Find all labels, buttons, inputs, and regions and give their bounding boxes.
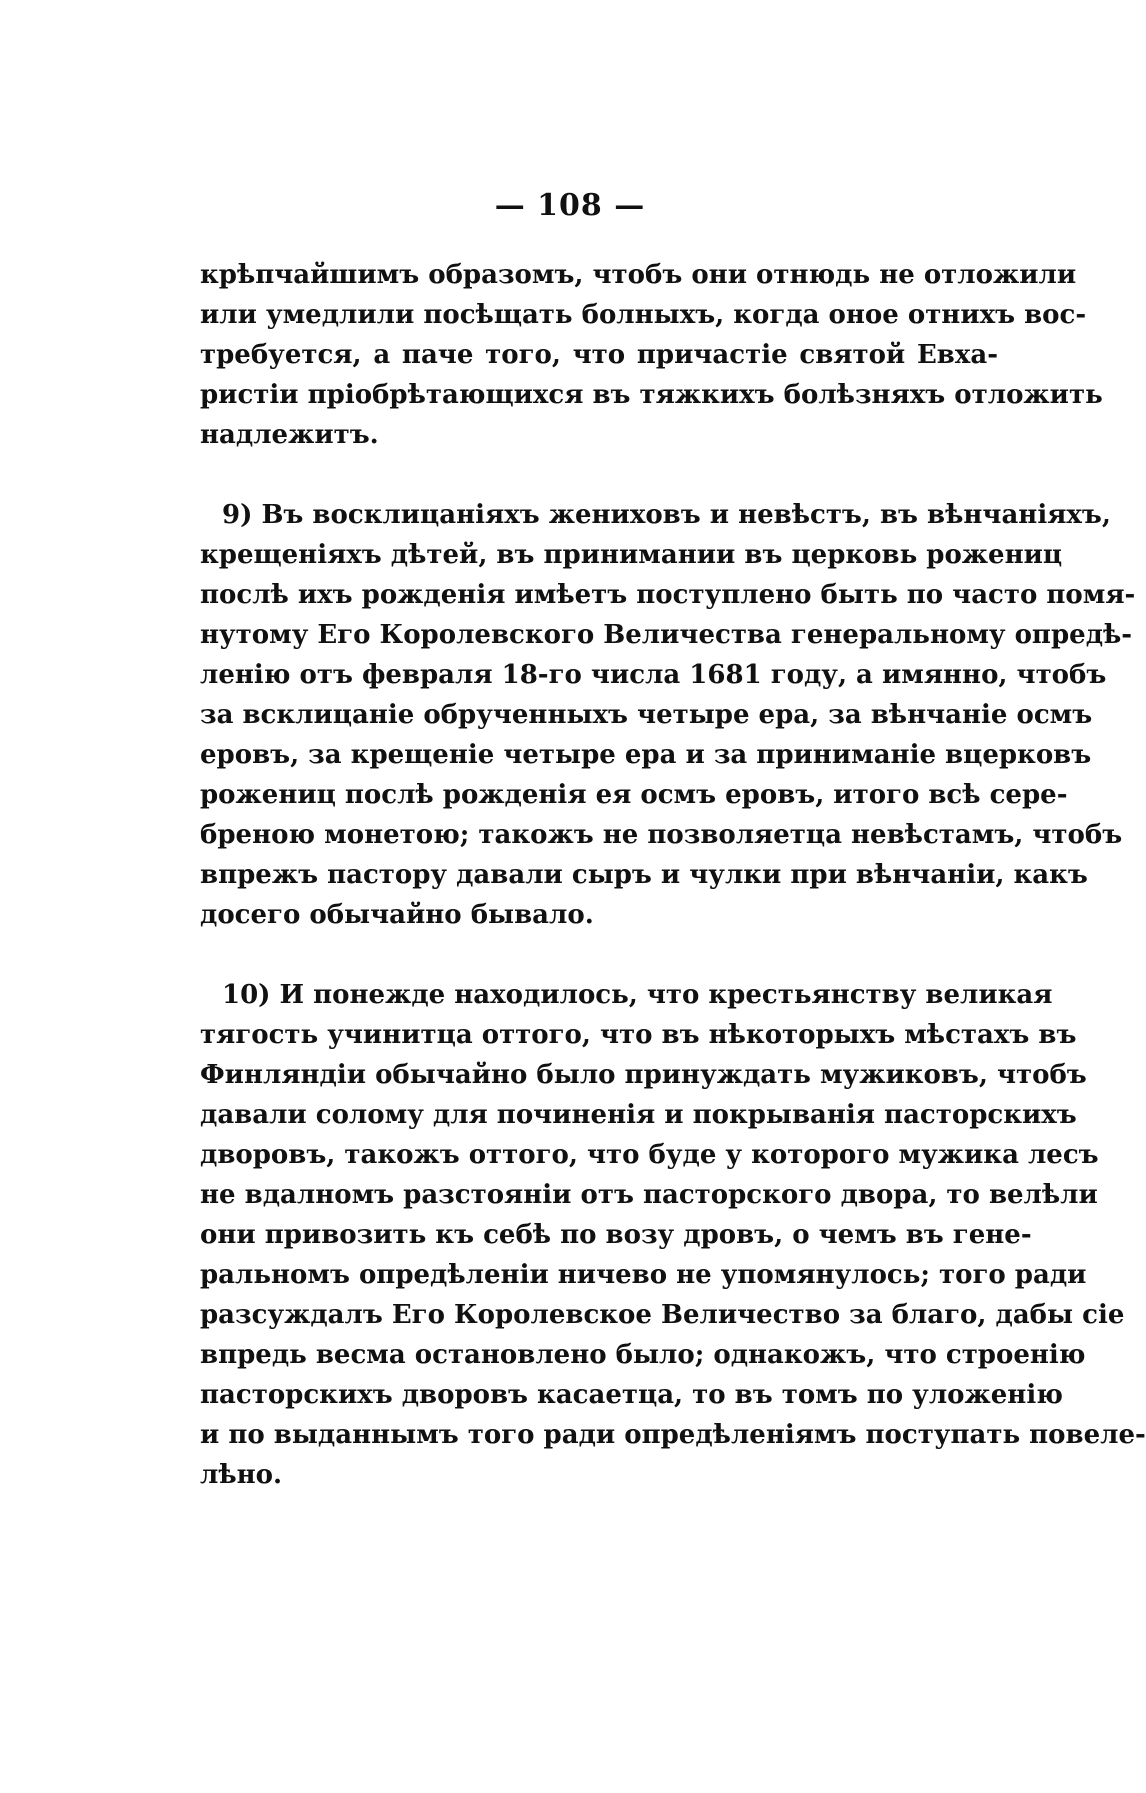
body-text — [200, 255, 1146, 1495]
text-line: 9) Въ восклицаніяхъ жениховъ и невѣстъ, въ вѣнчаніяхъ, — [222, 500, 1111, 530]
text-line: 10) И понежде находилось, что крестьянству великая — [222, 980, 1053, 1010]
text-line: требуется, а паче того, что причастіе святой Евха- — [200, 340, 998, 370]
text-line: ральномъ опредѣленіи ничево не упомянулось; того ради — [200, 1260, 1087, 1290]
text-line: или умедлили посѣщать болныхъ, когда оное отнихъ вос- — [200, 300, 1087, 330]
text-line: надлежитъ. — [200, 420, 379, 450]
text-line: дворовъ, такожъ оттого, что буде у которого мужика лесъ — [200, 1140, 1099, 1170]
text-line: еровъ, за крещеніе четыре ера и за приниманіе вцерковъ — [200, 740, 1092, 770]
text-line: послѣ ихъ рожденія имѣетъ поступлено быть по часто помя- — [200, 580, 1136, 610]
text-line: ленію отъ февраля 18-го числа 1681 году, а имянно, чтобъ — [200, 660, 1107, 690]
text-line: крещеніяхъ дѣтей, въ принимании въ церковь рожениц — [200, 540, 1063, 570]
paragraph-gap — [200, 935, 998, 975]
text-line: не вдалномъ разстояніи отъ пасторского двора, то велѣли — [200, 1180, 1098, 1210]
text-line: давали солому для починенія и покрыванія пасторскихъ — [200, 1100, 1077, 1130]
text-line: впредь весма остановлено было; однакожъ, что строенію — [200, 1340, 1086, 1370]
text-line: пасторскихъ дворовъ касаетца, то въ томъ по уложенію — [200, 1380, 1063, 1410]
text-line: они привозить къ себѣ по возу дровъ, о чемъ въ гене- — [200, 1220, 1032, 1250]
text-line: впрежъ пастору давали сыръ и чулки при вѣнчаніи, какъ — [200, 860, 1088, 890]
text-line: лѣно. — [200, 1460, 283, 1490]
paragraph-10 — [200, 975, 1146, 1495]
text-line: за всклицаніе обрученныхъ четыре ера, за вѣнчаніе осмъ — [200, 700, 1093, 730]
text-line: нутому Его Королевского Величества генеральному опредѣ- — [200, 620, 1133, 650]
paragraph-9 — [200, 495, 1136, 935]
paragraph-1 — [200, 255, 1103, 455]
text-line: крѣпчайшимъ образомъ, чтобъ они отнюдь не отложили — [200, 260, 1077, 290]
text-line: и по выданнымъ того ради опредѣленіямъ поступать повеле- — [200, 1420, 1146, 1450]
text-line: бреною монетою; такожъ не позволяетца невѣстамъ, чтобъ — [200, 820, 1123, 850]
text-line: досего обычайно бывало. — [200, 900, 594, 930]
text-line: разсуждалъ Его Королевское Величество за благо, дабы сіе — [200, 1300, 1125, 1330]
text-line: Финляндіи обычайно было принуждать мужиковъ, чтобъ — [200, 1060, 1087, 1090]
page-number: — 108 — — [494, 188, 646, 223]
paragraph-gap — [200, 455, 998, 495]
text-line: ристіи пріобрѣтающихся въ тяжкихъ болѣзняхъ отложить — [200, 380, 1103, 410]
text-line: тягость учинитца оттого, что въ нѣкоторыхъ мѣстахъ въ — [200, 1020, 1077, 1050]
text-line: рожениц послѣ рожденія ея осмъ еровъ, итого всѣ сере- — [200, 780, 1068, 810]
